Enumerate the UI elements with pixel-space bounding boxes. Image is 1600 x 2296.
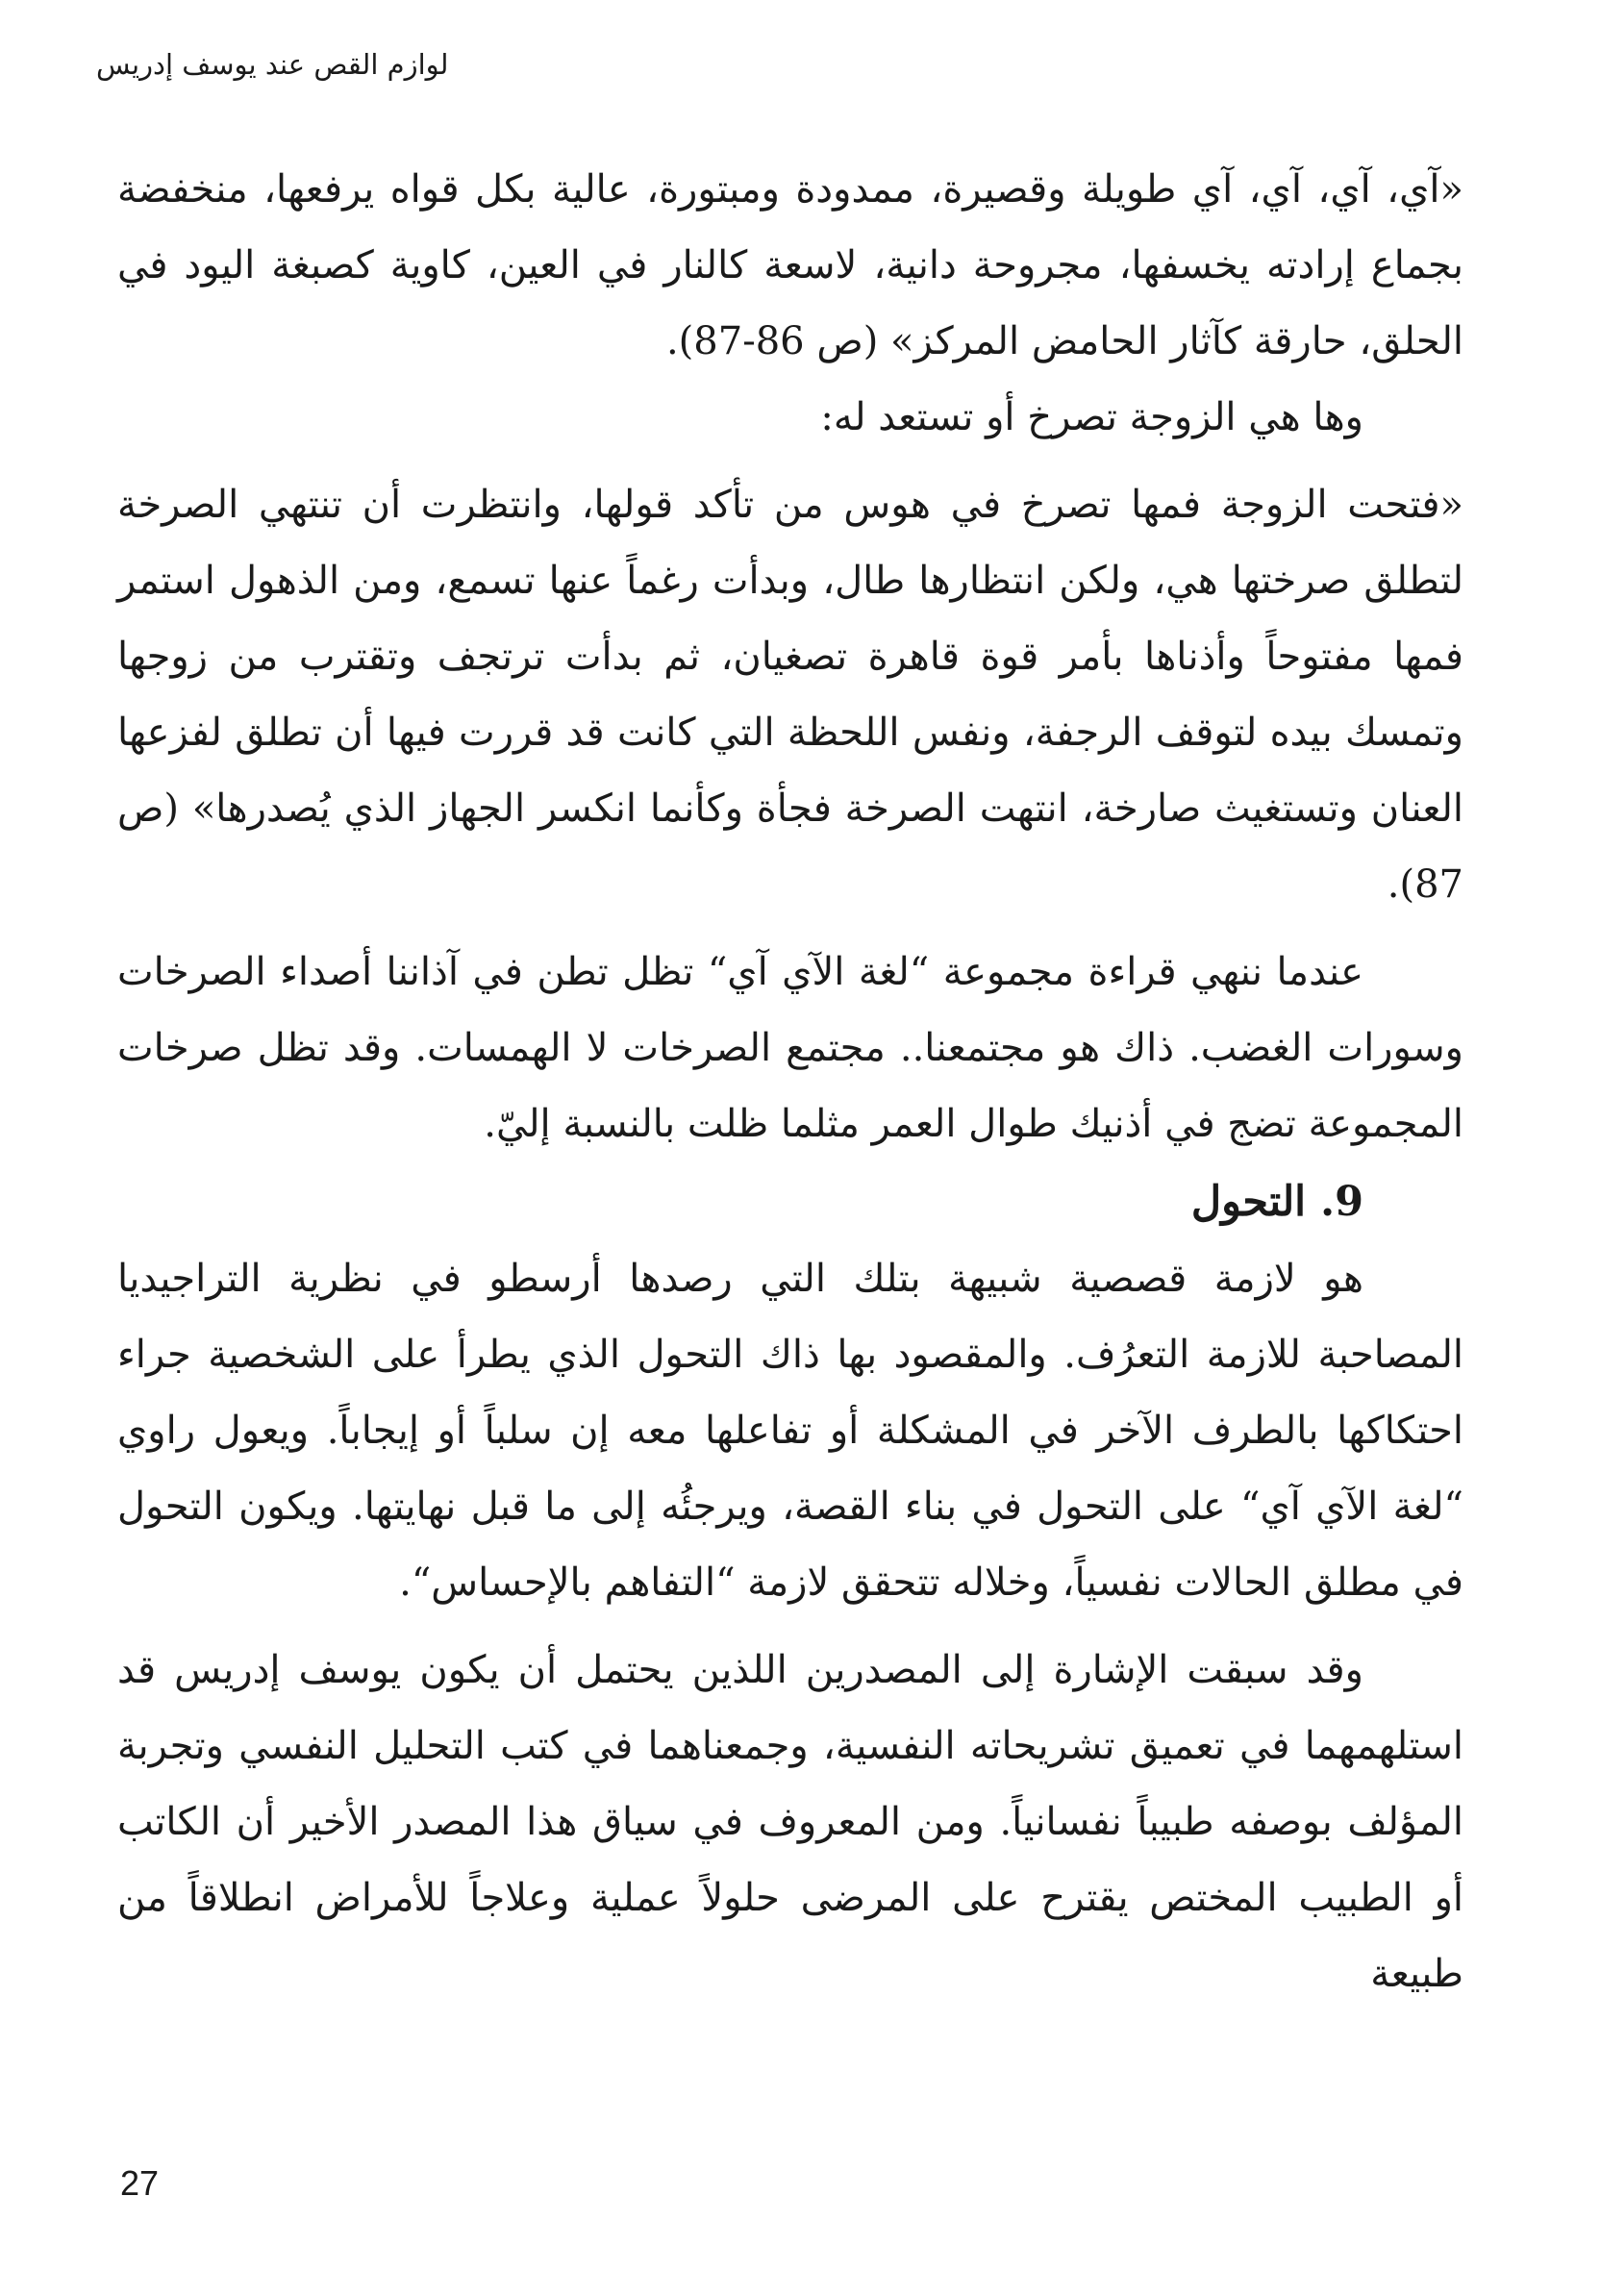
body-paragraph-4: عندما ننهي قراءة مجموعة “لغة الآي آي“ تظل تطن في آذاننا أصداء الصرخات وسورات الغضب. ذاك هو مجتمعنا.. مجتمع الصرخات لا الهمسات. وقد تظل صرخات المجموعة تضج في أذنيك طوال العمر مثلما ظلت بالنسبة إليّ. — [117, 950, 1463, 1146]
body-paragraph-2: وها هي الزوجة تصرخ أو تستعد له: — [820, 395, 1363, 439]
body-paragraph-6: وقد سبقت الإشارة إلى المصدرين اللذين يحتمل أن يكون يوسف إدريس قد استلهمهما في تعميق تشريحاته النفسية، وجمعناهما في كتب التحليل النفسي وتجربة المؤلف بوصفه طبيباً نفسانياً. ومن المعروف في سياق هذا المصدر الأخير أن الكاتب أو الطبيب المختص يقترح على المرضى حلولاً عملية وعلاجاً للأمراض انطلاقاً من طبيعة — [117, 1648, 1463, 1996]
section-heading: 9. التحول — [1190, 1178, 1363, 1226]
quote-paragraph-3: «فتحت الزوجة فمها تصرخ في هوس من تأكد قولها، وانتظرت أن تنتهي الصرخة لتطلق صرختها هي، ولكن انتظارها طال، وبدأت رغماً عنها تسمع، ومن الذهول استمر فمها مفتوحاً وأذناها بأمر قوة قاهرة تصغيان، ثم بدأت ترتجف وتقترب من زوجها وتمسك بيده لتوقف الرجفة، ونفس اللحظة التي كانت قد قررت فيها أن تطلق لفزعها العنان وتستغيث صارخة، انتهت الصرخة فجأة وكأنما انكسر الجهاز الذي يُصدرها» (ص 87). — [117, 483, 1463, 907]
page-body — [117, 152, 1463, 2012]
running-header: لوازم القص عند يوسف إدريس — [96, 48, 449, 81]
page-number: 27 — [120, 2163, 160, 2203]
body-paragraph-5: هو لازمة قصصية شبيهة بتلك التي رصدها أرسطو في نظرية التراجيديا المصاحبة للازمة التعرُف. والمقصود بها ذاك التحول الذي يطرأ على الشخصية جراء احتكاكها بالطرف الآخر في المشكلة أو تفاعلها معه إن سلباً أو إيجاباً. ويعول راوي “لغة الآي آي“ على التحول في بناء القصة، ويرجئُه إلى ما قبل نهايتها. ويكون التحول في مطلق الحالات نفسياً، وخلاله تتحقق لازمة “التفاهم بالإحساس“. — [117, 1257, 1463, 1605]
quote-paragraph-1: «آي، آي، آي، آي طويلة وقصيرة، ممدودة ومبتورة، عالية بكل قواه يرفعها، منخفضة بجماع إرادته يخسفها، مجروحة دانية، لاسعة كالنار في العين، كاوية كصبغة اليود في الحلق، حارقة كآثار الحامض المركز» (ص 86-87). — [117, 167, 1463, 363]
